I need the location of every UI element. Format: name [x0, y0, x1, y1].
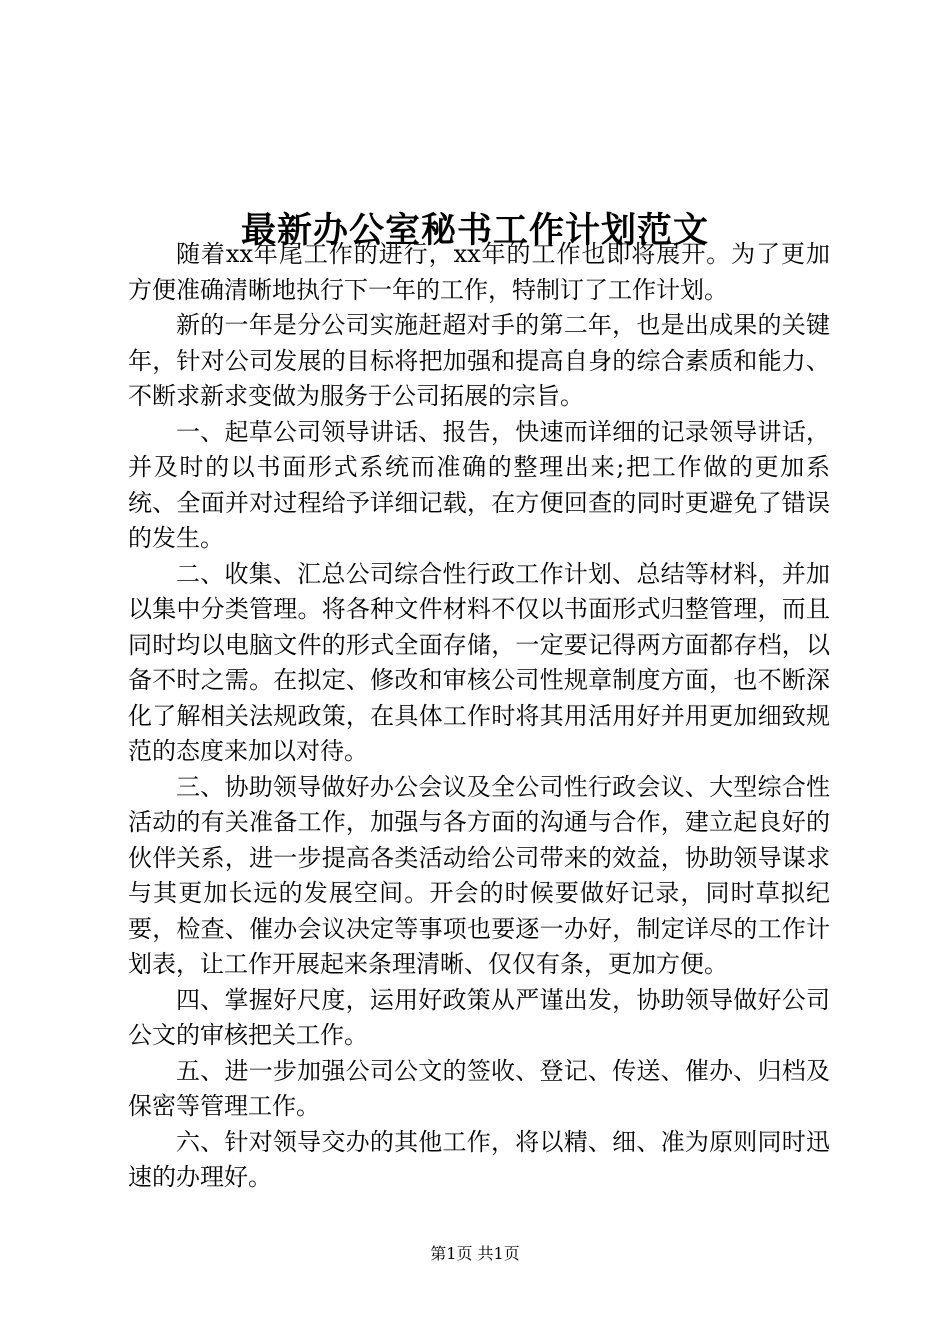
paragraph-item-5: 五、进一步加强公司公文的签收、登记、传送、催办、归档及保密等管理工作。 [128, 1056, 830, 1120]
paragraph-overview: 新的一年是分公司实施赶超对手的第二年，也是出成果的关键年，针对公司发展的目标将把加强和提高自身的综合素质和能力、不断求新求变做为服务于公司拓展的宗旨。 [128, 311, 830, 410]
paragraph-item-3: 三、协助领导做好办公会议及全公司性行政会议、大型综合性活动的有关准备工作，加强与各方面的沟通与合作，建立起良好的伙伴关系，进一步提高各类活动给公司带来的效益，协助领导谋求与其更加长远的发展空间。开会的时候要做好记录，同时草拟纪要，检查、催办会议决定等事项也要逐一办好，制定详尽的工作计划表，让工作开展起来条理清晰、仅仅有条，更加方便。 [128, 772, 830, 978]
paragraph-item-4: 四、掌握好尺度，运用好政策从严谨出发，协助领导做好公司公文的审核把关工作。 [128, 985, 830, 1049]
paragraph-item-6: 六、针对领导交办的其他工作，将以精、细、准为原则同时迅速的办理好。 [128, 1127, 830, 1191]
paragraph-item-1: 一、起草公司领导讲话、报告，快速而详细的记录领导讲话，并及时的以书面形式系统而准确的整理出来;把工作做的更加系统、全面并对过程给予详细记载，在方便回查的同时更避免了错误的发生。 [128, 417, 830, 552]
document-body [128, 237, 830, 1196]
paragraph-item-2: 二、收集、汇总公司综合性行政工作计划、总结等材料，并加以集中分类管理。将各种文件材料不仅以书面形式归整管理，而且同时均以电脑文件的形式全面存储，一定要记得两方面都存档，以备不时之需。在拟定、修改和审核公司性规章制度方面，也不断深化了解相关法规政策，在具体工作时将其用活用好并用更加细致规范的态度来加以对待。 [128, 559, 830, 765]
paragraph-intro: 随着xx年尾工作的进行，xx年的工作也即将展开。为了更加方便准确清晰地执行下一年的工作，特制订了工作计划。 [128, 240, 830, 304]
page-footer: 第1页 共1页 [430, 1244, 520, 1263]
document-title: 最新办公室秘书工作计划范文 [240, 210, 709, 252]
